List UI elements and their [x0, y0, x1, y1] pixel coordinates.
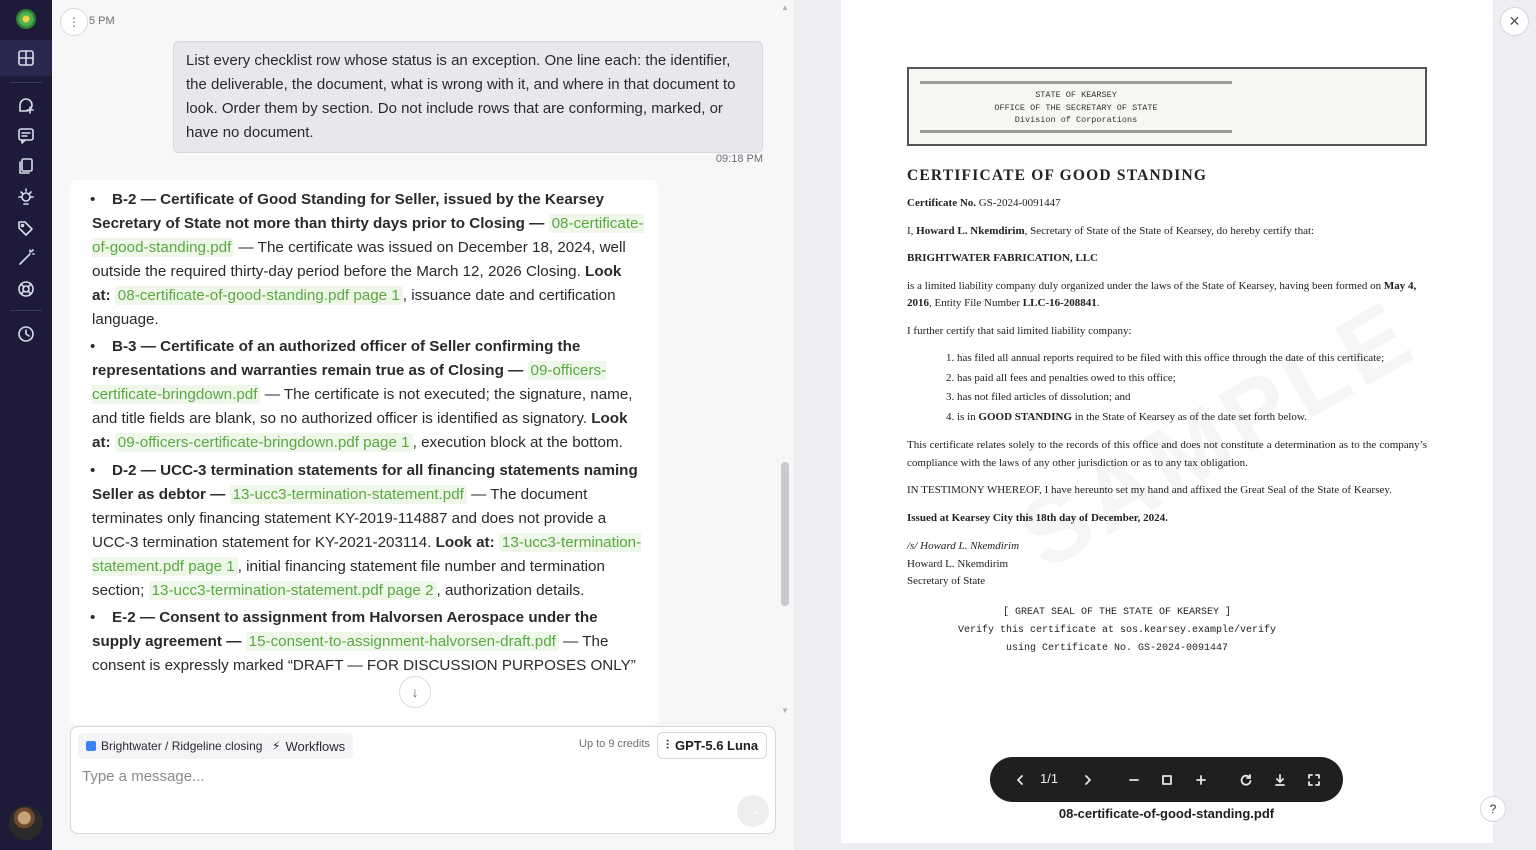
issued-line — [907, 510, 1427, 528]
verify-line: using Certificate No. GS-2024-0091447 — [1005, 642, 1229, 654]
timestamp: 5 PM — [89, 15, 115, 27]
certificate-title: CERTIFICATE OF GOOD STANDING — [907, 167, 1208, 184]
page-indicator: 1/1 — [1040, 771, 1059, 786]
documents-icon[interactable] — [16, 156, 36, 176]
exception-item — [92, 188, 644, 331]
exception-item — [92, 459, 644, 602]
next-page-button[interactable] — [1074, 757, 1102, 802]
signature-text: /s/ Howard L. Nkemdirim — [907, 540, 1020, 552]
chat-panel — [52, 0, 794, 850]
workflows-label: Workflows — [285, 738, 346, 754]
signature-name: Howard L. Nkemdirim — [907, 557, 1009, 570]
message-input[interactable] — [82, 765, 682, 787]
header-line: Division of Corporations — [1014, 115, 1138, 125]
model-label: GPT-5.6 Luna — [675, 738, 759, 753]
sliders-icon: ⫶ — [666, 738, 670, 752]
lightning-icon: ⚡ — [272, 739, 281, 753]
cert-no-value: GS-2024-0091447 — [978, 197, 1061, 209]
document-link[interactable]: 15-consent-to-assignment-halvorsen-draft.pdf — [246, 632, 559, 651]
issue-text: — The consent is expressly marked “DRAFT — FOR DISCUSSION PURPOSES ONLY” — [92, 633, 636, 675]
scroll-up-icon[interactable]: ▲ — [781, 3, 789, 12]
new-chat-icon[interactable] — [16, 95, 36, 115]
item-heading: D-2 — UCC-3 termination statements for all financing statements naming Seller as debtor — — [92, 461, 638, 503]
intro-post: , Secretary of State of the State of Kearsey, do hereby certify that: — [1024, 224, 1315, 237]
list4-post: in the State of Kearsey as of the date set forth below. — [1072, 410, 1307, 423]
good-standing-label: GOOD STANDING — [978, 410, 1073, 423]
cert-no-label: Certificate No. — [907, 197, 977, 209]
formed-mid: , Entity File Number — [929, 297, 1023, 309]
magic-wand-icon[interactable] — [16, 248, 36, 268]
look-text: , initial financing statement file number and termination section; — [92, 557, 605, 599]
pdf-toolbar — [990, 757, 1343, 802]
seal-verify-block — [907, 604, 1327, 658]
file-number: LLC-16-208841 — [1022, 297, 1097, 309]
intro-paragraph — [907, 223, 1427, 241]
project-label: Brightwater / Ridgeline closing — [101, 739, 263, 753]
look-text: , issuance date and certification language. — [92, 286, 616, 328]
user-message: List every checklist row whose status is an exception. One line each: the identifier, the deliverable, the document, what is wrong with it, and where in that document to look. Order them by section. Do not include rows that are conforming, marked, or have no document. — [173, 41, 763, 153]
header-text — [920, 89, 1232, 127]
issue-text: — The certificate was issued on December 18, 2024, well outside the required thirty-day period before the March 12, 2026 Closing. — [92, 238, 626, 280]
spacer — [241, 633, 245, 650]
rail-separator — [10, 82, 42, 83]
certification-item: 1. has filed all annual reports required to be filed with this office through the date of this certificate; — [957, 349, 1427, 369]
testimony-paragraph: IN TESTIMONY WHEREOF, I have hereunto set my hand and affixed the Great Seal of the State of Kearsey. — [907, 484, 1392, 496]
document-viewer — [794, 0, 1536, 850]
look-text: , authorization details. — [436, 581, 585, 599]
scroll-to-bottom-button[interactable]: ↓ — [399, 676, 431, 708]
message-composer — [70, 726, 776, 834]
rotate-button[interactable] — [1232, 757, 1260, 802]
chats-icon[interactable] — [16, 126, 36, 146]
document-filename: 08-certificate-of-good-standing.pdf — [1058, 806, 1275, 821]
bullet: • — [90, 338, 96, 356]
issue-text: — The certificate is not executed; the signature, name, and title fields are blank, so no authorized officer is identified as signatory. — [92, 386, 633, 428]
certification-item: 2. has paid all fees and penalties owed to this office; — [957, 369, 1427, 389]
company-name — [907, 250, 1427, 268]
page-link[interactable]: 13-ucc3-termination-statement.pdf page 1 — [92, 533, 642, 575]
seal-text: [ GREAT SEAL OF THE STATE OF KEARSEY ] — [1002, 606, 1232, 618]
certification-list — [907, 349, 1427, 427]
fullscreen-button[interactable] — [1300, 757, 1328, 802]
exception-list — [92, 188, 644, 678]
ideas-icon[interactable] — [16, 187, 36, 207]
item-heading: E-2 — Consent to assignment from Halvorsen Aerospace under the supply agreement — — [92, 609, 598, 651]
signature-line — [907, 538, 1427, 556]
certificate-header-box — [907, 67, 1427, 146]
company-name-text: BRIGHTWATER FABRICATION, LLC — [907, 252, 1099, 264]
certificate-document — [907, 67, 1427, 658]
scroll-down-icon[interactable]: ▼ — [781, 706, 789, 715]
issued-text: Issued at Kearsey City this 18th day of December, 2024. — [907, 511, 1168, 524]
look-at-label: Look at: — [435, 533, 495, 551]
dashboard-icon[interactable] — [16, 48, 36, 68]
prev-page-button[interactable] — [1006, 757, 1034, 802]
rail-separator — [10, 310, 42, 311]
verify-line: Verify this certificate at sos.kearsey.example/verify — [957, 624, 1277, 636]
item-heading: B-2 — Certificate of Good Standing for Seller, issued by the Kearsey Secretary of State not more than thirty days prior to Closing — — [92, 191, 605, 232]
header-rule — [920, 81, 1232, 84]
assistant-message — [70, 180, 658, 725]
document-link[interactable]: 13-ucc3-termination-statement.pdf — [230, 485, 467, 504]
history-icon[interactable] — [16, 324, 36, 344]
header-line: STATE OF KEARSEY — [1035, 90, 1117, 100]
formed-end: . — [1096, 297, 1100, 309]
spacer — [544, 215, 548, 232]
chat-scrollbar[interactable] — [781, 462, 789, 606]
bullet: • — [90, 609, 96, 627]
list4-pre: is in — [957, 410, 979, 423]
close-viewer-button[interactable]: ✕ — [1500, 7, 1529, 36]
item-heading: B-3 — Certificate of an authorized officer of Seller confirming the representations and warranties remain true as of Closing — — [92, 338, 581, 380]
certificate-number — [907, 195, 1427, 213]
document-link[interactable]: 09-officers-certificate-bringdown.pdf — [92, 362, 607, 404]
exception-item — [92, 606, 644, 678]
credits-label: Up to 9 credits — [579, 738, 650, 750]
logo-icon[interactable] — [16, 9, 36, 29]
officer-name: Howard L. Nkemdirim — [916, 224, 1025, 237]
look-at-label: Look at: — [92, 410, 628, 452]
issue-text: — The document terminates only financing statement KY-2019-114887 and does not provide a UCC-3 termination statement for KY-2021-203114. — [92, 485, 607, 551]
help-button[interactable]: ? — [1480, 796, 1506, 822]
page-link[interactable]: 08-certificate-of-good-standing.pdf page 1 — [115, 286, 403, 305]
bullet: • — [90, 461, 96, 479]
formation-paragraph — [907, 278, 1427, 313]
help-circle-icon[interactable] — [16, 279, 36, 299]
fit-page-button[interactable] — [1153, 757, 1181, 802]
formed-date: May 4, 2016 — [907, 279, 1417, 309]
app-rail — [0, 0, 52, 850]
signature-title: Secretary of State — [907, 575, 986, 587]
bullet: • — [90, 191, 96, 208]
formed-pre: is a limited liability company duly organized under the laws of the State of Kearsey, having been formed on — [907, 279, 1384, 292]
user-message-timestamp: 09:18 PM — [715, 153, 763, 165]
document-link[interactable]: 08-certificate-of-good-standing.pdf — [92, 214, 644, 256]
avatar[interactable] — [9, 806, 43, 840]
page-link[interactable]: 09-officers-certificate-bringdown.pdf page 1 — [115, 433, 413, 452]
tags-icon[interactable] — [16, 218, 36, 238]
workflows-button[interactable] — [264, 733, 353, 759]
zoom-in-button[interactable] — [1187, 757, 1215, 802]
exception-item — [92, 335, 644, 455]
zoom-out-button[interactable] — [1120, 757, 1148, 802]
header-line: OFFICE OF THE SECRETARY OF STATE — [994, 102, 1158, 113]
certification-item: 3. has not filed articles of dissolution; and — [957, 388, 1427, 408]
header-rule — [920, 130, 1232, 133]
spacer — [523, 362, 527, 379]
further-certify: I further certify that said limited liability company: — [907, 324, 1132, 337]
model-selector-button[interactable] — [657, 732, 767, 759]
spacer — [225, 486, 229, 503]
look-at-label: Look at: — [92, 262, 622, 304]
send-button[interactable]: → — [737, 795, 769, 827]
certification-item — [957, 408, 1427, 428]
thread-menu-button[interactable]: ⋮ — [60, 8, 88, 36]
intro-pre: I, — [907, 224, 917, 237]
project-color-icon — [86, 741, 96, 751]
signature-block — [907, 538, 1427, 591]
project-chip[interactable] — [78, 733, 270, 759]
relates-paragraph: This certificate relates solely to the records of this office and does not constitute a determination as to the company’s compliance with the laws of any other jurisdiction or as to any tax obligation. — [907, 439, 1427, 469]
page-link[interactable]: 13-ucc3-termination-statement.pdf page 2 — [149, 581, 437, 600]
look-text: , execution block at the bottom. — [412, 434, 623, 452]
download-button[interactable] — [1266, 757, 1294, 802]
